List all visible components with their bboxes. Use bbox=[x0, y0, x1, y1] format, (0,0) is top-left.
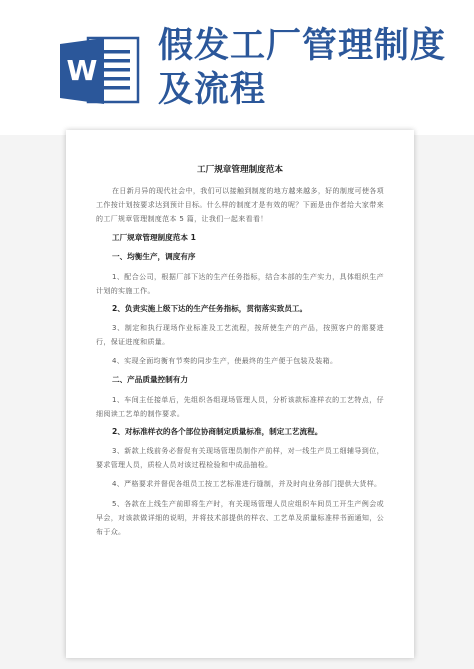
document-title: 工厂规章管理制度范本 bbox=[197, 165, 283, 175]
list-item: 3、新款上线前务必督促有关现场管理员制作产前样，对一线生产员工细辅导到位，要求管理人员，质检人员对该过程检验和中成品抽检。 bbox=[96, 447, 384, 470]
section-title: 工厂规章管理制度范本 1 bbox=[112, 232, 196, 242]
svg-text:W: W bbox=[66, 54, 98, 87]
heading-balanced-production: 一、均衡生产，调度有序 bbox=[112, 251, 196, 261]
intro-paragraph: 在日新月异的现代社会中，我们可以接触到制度的地方越来越多，好的制度可使各项工作按计划按要求达到预计目标。什么样的制度才是有效的呢？下面是由作者给大家带来的工厂规章管理制度范本 5 篇，让我们一起来看看！ bbox=[96, 187, 384, 224]
list-item-bold: 2、负责实施上级下达的生产任务指标，贯彻落实致员工。 bbox=[112, 304, 308, 314]
word-document-icon bbox=[58, 36, 142, 106]
heading-quality-control: 二、产品质量控制有力 bbox=[112, 374, 188, 384]
list-item: 5、各款在上线生产前即将生产时，有关现场管理人员应组织车间员工开生产例会或早会，对该款做详细的说明，并将技术部提供的样衣、工艺单及质量标准样书面通知，公布于众。 bbox=[96, 499, 384, 537]
header-banner bbox=[0, 0, 474, 135]
list-item: 4、实现全面均衡有节奏的同步生产，使最终的生产便于包装及装箱。 bbox=[112, 357, 338, 366]
document-preview bbox=[66, 130, 414, 658]
list-item: 1、车间主任接单后，先组织各组现场管理人员，分析该款标准样衣的工艺特点，仔细阅读工艺单的制作要求。 bbox=[96, 395, 384, 418]
list-item-bold: 2、对标准样衣的各个部位协商制定质量标准，制定工艺流程。 bbox=[112, 427, 323, 437]
list-item: 4、严格要求并督促各组员工按工艺标准进行缝制，并及时向业务部门提供大货样。 bbox=[112, 480, 382, 489]
list-item: 1、配合公司，根据厂部下达的生产任务指标，结合本部的生产实力，具体组织生产计划的实施工作。 bbox=[96, 272, 384, 295]
page-title: 假发工厂管理制度及流程 bbox=[158, 25, 447, 110]
list-item: 3、制定和执行现场作业标准及工艺流程，按所使生产的产品，按照客户的需要进行，保证进度和质量。 bbox=[96, 324, 384, 347]
